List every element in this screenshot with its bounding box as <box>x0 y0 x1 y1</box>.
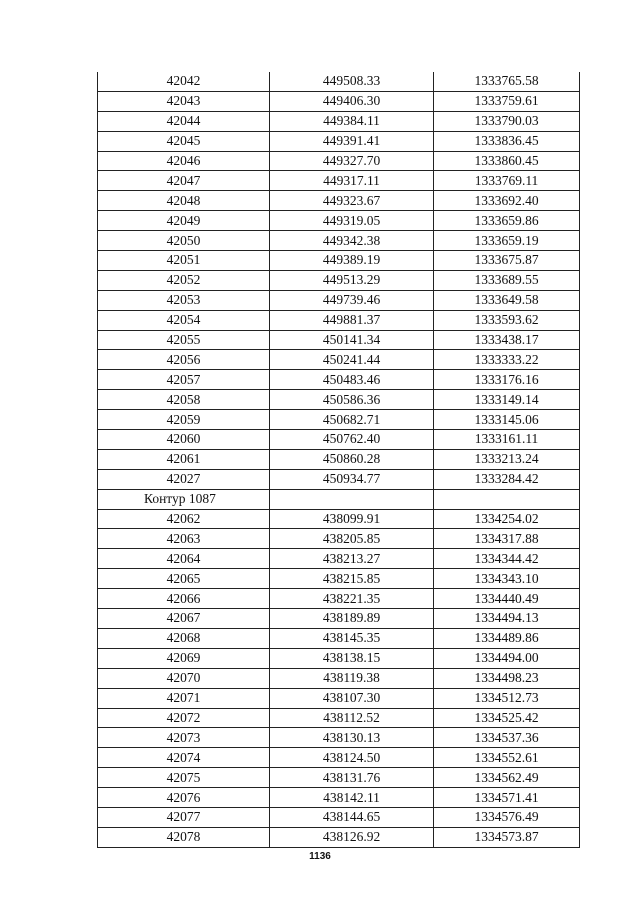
table-row <box>98 270 580 290</box>
y-coordinate-cell: 1334571.41 <box>434 788 580 808</box>
table-row <box>98 728 580 748</box>
point-number-cell: 42074 <box>98 748 270 768</box>
y-coordinate-cell: 1334498.23 <box>434 668 580 688</box>
point-number-cell: 42067 <box>98 609 270 629</box>
table-row <box>98 390 580 410</box>
table-row <box>98 171 580 191</box>
x-coordinate-cell: 449327.70 <box>270 151 434 171</box>
coordinates-table-container <box>97 72 579 848</box>
y-coordinate-cell: 1334489.86 <box>434 628 580 648</box>
x-coordinate-cell: 438142.11 <box>270 788 434 808</box>
x-coordinate-cell: 438126.92 <box>270 827 434 847</box>
x-coordinate-cell: 438124.50 <box>270 748 434 768</box>
x-coordinate-cell: 449406.30 <box>270 91 434 111</box>
point-number-cell: 42068 <box>98 628 270 648</box>
table-row <box>98 788 580 808</box>
contour-label: Контур 1087 <box>98 489 270 509</box>
table-row <box>98 72 580 91</box>
y-coordinate-cell: 1333213.24 <box>434 449 580 469</box>
x-coordinate-cell: 438145.35 <box>270 628 434 648</box>
table-row <box>98 191 580 211</box>
point-number-cell: 42073 <box>98 728 270 748</box>
y-coordinate-cell: 1334537.36 <box>434 728 580 748</box>
table-row <box>98 370 580 390</box>
y-coordinate-cell: 1333161.11 <box>434 430 580 450</box>
table-row <box>98 131 580 151</box>
y-coordinate-cell: 1334512.73 <box>434 688 580 708</box>
y-coordinate-cell: 1333836.45 <box>434 131 580 151</box>
x-coordinate-cell: 449389.19 <box>270 251 434 271</box>
point-number-cell: 42048 <box>98 191 270 211</box>
point-number-cell: 42077 <box>98 807 270 827</box>
y-coordinate-cell: 1333659.19 <box>434 231 580 251</box>
point-number-cell: 42043 <box>98 91 270 111</box>
table-row <box>98 410 580 430</box>
y-coordinate-cell: 1333689.55 <box>434 270 580 290</box>
point-number-cell: 42064 <box>98 549 270 569</box>
x-coordinate-cell: 450483.46 <box>270 370 434 390</box>
point-number-cell: 42047 <box>98 171 270 191</box>
point-number-cell: 42072 <box>98 708 270 728</box>
table-row <box>98 310 580 330</box>
point-number-cell: 42078 <box>98 827 270 847</box>
point-number-cell: 42050 <box>98 231 270 251</box>
point-number-cell: 42045 <box>98 131 270 151</box>
point-number-cell: 42071 <box>98 688 270 708</box>
y-coordinate-cell: 1333333.22 <box>434 350 580 370</box>
x-coordinate-cell: 438107.30 <box>270 688 434 708</box>
y-coordinate-cell: 1333145.06 <box>434 410 580 430</box>
x-coordinate-cell: 450762.40 <box>270 430 434 450</box>
x-coordinate-cell: 449391.41 <box>270 131 434 151</box>
x-coordinate-cell: 449317.11 <box>270 171 434 191</box>
point-number-cell: 42062 <box>98 509 270 529</box>
empty-cell <box>270 489 434 509</box>
table-row <box>98 231 580 251</box>
x-coordinate-cell: 449513.29 <box>270 270 434 290</box>
x-coordinate-cell: 438099.91 <box>270 509 434 529</box>
page-number: 1136 <box>309 851 331 862</box>
table-row <box>98 91 580 111</box>
x-coordinate-cell: 438213.27 <box>270 549 434 569</box>
contour-header-row <box>98 489 580 509</box>
point-number-cell: 42049 <box>98 211 270 231</box>
table-row <box>98 688 580 708</box>
point-number-cell: 42059 <box>98 410 270 430</box>
table-row <box>98 509 580 529</box>
point-number-cell: 42051 <box>98 251 270 271</box>
x-coordinate-cell: 450934.77 <box>270 469 434 489</box>
point-number-cell: 42070 <box>98 668 270 688</box>
y-coordinate-cell: 1333765.58 <box>434 72 580 91</box>
point-number-cell: 42053 <box>98 290 270 310</box>
table-row <box>98 350 580 370</box>
table-row <box>98 211 580 231</box>
y-coordinate-cell: 1334494.00 <box>434 648 580 668</box>
coordinates-table <box>97 72 580 848</box>
point-number-cell: 42052 <box>98 270 270 290</box>
y-coordinate-cell: 1334440.49 <box>434 589 580 609</box>
y-coordinate-cell: 1333769.11 <box>434 171 580 191</box>
table-row <box>98 807 580 827</box>
point-number-cell: 42055 <box>98 330 270 350</box>
table-row <box>98 529 580 549</box>
point-number-cell: 42046 <box>98 151 270 171</box>
table-row <box>98 748 580 768</box>
x-coordinate-cell: 450141.34 <box>270 330 434 350</box>
x-coordinate-cell: 438112.52 <box>270 708 434 728</box>
point-number-cell: 42076 <box>98 788 270 808</box>
x-coordinate-cell: 450682.71 <box>270 410 434 430</box>
point-number-cell: 42044 <box>98 111 270 131</box>
table-row <box>98 589 580 609</box>
table-row <box>98 330 580 350</box>
x-coordinate-cell: 438131.76 <box>270 768 434 788</box>
table-row <box>98 569 580 589</box>
x-coordinate-cell: 449508.33 <box>270 72 434 91</box>
table-row <box>98 628 580 648</box>
y-coordinate-cell: 1334254.02 <box>434 509 580 529</box>
table-row <box>98 290 580 310</box>
y-coordinate-cell: 1334562.49 <box>434 768 580 788</box>
point-number-cell: 42057 <box>98 370 270 390</box>
y-coordinate-cell: 1334343.10 <box>434 569 580 589</box>
y-coordinate-cell: 1334344.42 <box>434 549 580 569</box>
y-coordinate-cell: 1333675.87 <box>434 251 580 271</box>
y-coordinate-cell: 1334494.13 <box>434 609 580 629</box>
y-coordinate-cell: 1333692.40 <box>434 191 580 211</box>
point-number-cell: 42042 <box>98 72 270 91</box>
x-coordinate-cell: 449323.67 <box>270 191 434 211</box>
y-coordinate-cell: 1334525.42 <box>434 708 580 728</box>
table-row <box>98 549 580 569</box>
y-coordinate-cell: 1333149.14 <box>434 390 580 410</box>
point-number-cell: 42056 <box>98 350 270 370</box>
x-coordinate-cell: 438144.65 <box>270 807 434 827</box>
table-row <box>98 430 580 450</box>
point-number-cell: 42066 <box>98 589 270 609</box>
y-coordinate-cell: 1333438.17 <box>434 330 580 350</box>
table-row <box>98 668 580 688</box>
point-number-cell: 42027 <box>98 469 270 489</box>
point-number-cell: 42058 <box>98 390 270 410</box>
x-coordinate-cell: 438119.38 <box>270 668 434 688</box>
empty-cell <box>434 489 580 509</box>
x-coordinate-cell: 449342.38 <box>270 231 434 251</box>
table-row <box>98 768 580 788</box>
table-row <box>98 708 580 728</box>
table-row <box>98 609 580 629</box>
y-coordinate-cell: 1333860.45 <box>434 151 580 171</box>
y-coordinate-cell: 1333649.58 <box>434 290 580 310</box>
x-coordinate-cell: 438138.15 <box>270 648 434 668</box>
x-coordinate-cell: 438215.85 <box>270 569 434 589</box>
y-coordinate-cell: 1333659.86 <box>434 211 580 231</box>
x-coordinate-cell: 449384.11 <box>270 111 434 131</box>
y-coordinate-cell: 1333284.42 <box>434 469 580 489</box>
x-coordinate-cell: 450586.36 <box>270 390 434 410</box>
point-number-cell: 42054 <box>98 310 270 330</box>
x-coordinate-cell: 438189.89 <box>270 609 434 629</box>
table-row <box>98 469 580 489</box>
table-row <box>98 111 580 131</box>
x-coordinate-cell: 450860.28 <box>270 449 434 469</box>
point-number-cell: 42075 <box>98 768 270 788</box>
table-row <box>98 827 580 847</box>
point-number-cell: 42061 <box>98 449 270 469</box>
point-number-cell: 42065 <box>98 569 270 589</box>
point-number-cell: 42069 <box>98 648 270 668</box>
y-coordinate-cell: 1333759.61 <box>434 91 580 111</box>
table-row <box>98 648 580 668</box>
y-coordinate-cell: 1334317.88 <box>434 529 580 549</box>
point-number-cell: 42060 <box>98 430 270 450</box>
x-coordinate-cell: 438130.13 <box>270 728 434 748</box>
x-coordinate-cell: 438221.35 <box>270 589 434 609</box>
y-coordinate-cell: 1334552.61 <box>434 748 580 768</box>
x-coordinate-cell: 449881.37 <box>270 310 434 330</box>
x-coordinate-cell: 449319.05 <box>270 211 434 231</box>
y-coordinate-cell: 1334573.87 <box>434 827 580 847</box>
y-coordinate-cell: 1334576.49 <box>434 807 580 827</box>
table-row <box>98 151 580 171</box>
x-coordinate-cell: 449739.46 <box>270 290 434 310</box>
point-number-cell: 42063 <box>98 529 270 549</box>
table-row <box>98 449 580 469</box>
coordinates-table-body <box>98 72 580 847</box>
x-coordinate-cell: 450241.44 <box>270 350 434 370</box>
y-coordinate-cell: 1333176.16 <box>434 370 580 390</box>
y-coordinate-cell: 1333593.62 <box>434 310 580 330</box>
table-row <box>98 251 580 271</box>
x-coordinate-cell: 438205.85 <box>270 529 434 549</box>
y-coordinate-cell: 1333790.03 <box>434 111 580 131</box>
